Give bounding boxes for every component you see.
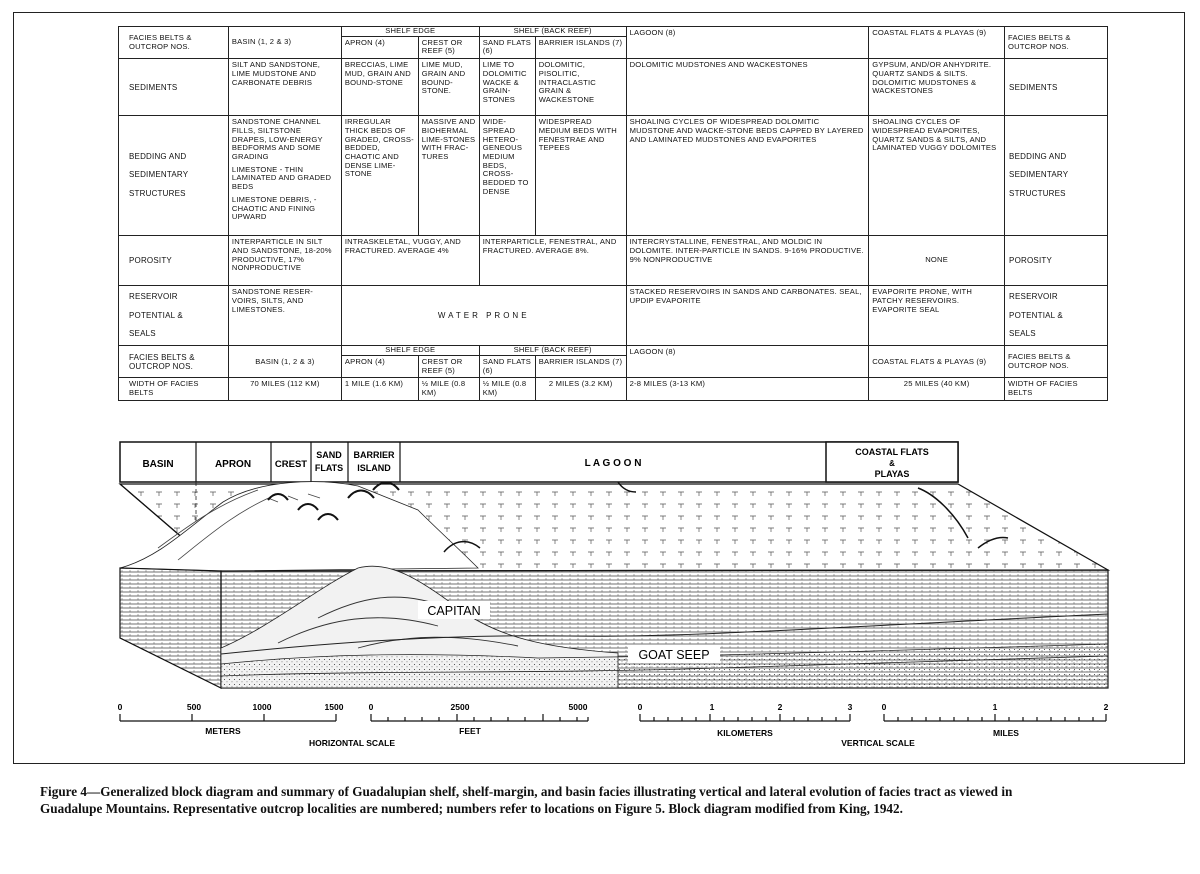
m-tick-1500: 1500 (324, 702, 344, 712)
sediments-row (119, 59, 1108, 116)
capitan-label: CAPITAN (427, 604, 481, 618)
m-tick-500: 500 (186, 702, 202, 712)
kilometers-label: KILOMETERS (717, 728, 773, 738)
crest-footer: CREST OR REEF (5) (418, 356, 479, 378)
bedding-coastal: SHOALING CYCLES OF WIDESPREAD EVAPORITES, QUARTZ SANDS & SILTS, AND LAMINATED VUGGY DOLOMITES (869, 116, 1005, 236)
meters-label: METERS (205, 726, 241, 736)
reservoir-label-right: RESERVOIR POTENTIAL & SEALS (1005, 286, 1108, 346)
facies-belts-footer-right: FACIES BELTS & OUTCROP NOS. (1005, 346, 1108, 378)
miles-label: MILES (993, 728, 1019, 738)
width-lagoon: 2-8 MILES (3-13 KM) (626, 378, 869, 400)
sediments-label: SEDIMENTS (119, 59, 229, 116)
feet-label: FEET (459, 726, 481, 736)
coastal-header: COASTAL FLATS & PLAYAS (9) (869, 27, 1005, 59)
reservoir-water-prone: WATER PRONE (341, 286, 626, 346)
width-apron: 1 MILE (1.6 KM) (341, 378, 418, 400)
sediments-crest: LIME MUD, GRAIN AND BOUND-STONE. (418, 59, 479, 116)
porosity-coastal: NONE (869, 236, 1005, 286)
reservoir-lagoon: STACKED RESERVOIRS IN SANDS AND CARBONATES. SEAL, UPDIP EVAPORITE (626, 286, 869, 346)
bedding-barrier: WIDESPREAD MEDIUM BEDS WITH FENESTRAE AND TEPEES (535, 116, 626, 236)
width-coastal: 25 MILES (40 KM) (869, 378, 1005, 400)
bedding-sand-flats: WIDE-SPREAD HETERO-GENEOUS MEDIUM BEDS, CROSS-BEDDED TO DENSE (479, 116, 535, 236)
facies-summary-table (118, 26, 1108, 401)
belt-playas: PLAYAS (874, 469, 910, 479)
facies-belts-header: FACIES BELTS & OUTCROP NOS. (119, 27, 229, 59)
belt-apron: APRON (214, 459, 252, 470)
shelf-edge-header: SHELF EDGE (341, 27, 479, 37)
basin-header: BASIN (1, 2 & 3) (228, 27, 341, 59)
crest-header: CREST OR REEF (5) (418, 36, 479, 58)
goat-seep-label: GOAT SEEP (638, 648, 710, 662)
bedding-label: BEDDING AND SEDIMENTARY STRUCTURES (119, 116, 229, 236)
belt-crest: CREST (274, 459, 308, 470)
mi-tick-2: 2 (1103, 702, 1109, 712)
sediments-basin: SILT AND SANDSTONE, LIME MUDSTONE AND CARBONATE DEBRIS (228, 59, 341, 116)
belt-flats: FLATS (314, 463, 344, 473)
reservoir-row (119, 286, 1108, 346)
block-diagram (117, 438, 1110, 748)
km-tick-2: 2 (777, 702, 783, 712)
width-sand-flats: ½ MILE (0.8 KM) (479, 378, 535, 400)
vertical-scale-label: VERTICAL SCALE (841, 738, 915, 748)
belt-sand: SAND (316, 450, 342, 460)
coastal-footer: COASTAL FLATS & PLAYAS (9) (869, 346, 1005, 378)
table-footer-top (119, 346, 1108, 356)
basin-footer: BASIN (1, 2 & 3) (228, 346, 341, 378)
km-tick-1: 1 (709, 702, 715, 712)
apron-footer: APRON (4) (341, 356, 418, 378)
sediments-barrier: DOLOMITIC, PISOLITIC, INTRACLASTIC GRAIN & WACKESTONE (535, 59, 626, 116)
sediments-lagoon: DOLOMITIC MUDSTONES AND WACKESTONES (626, 59, 869, 116)
shelf-back-reef-header: SHELF (BACK REEF) (479, 27, 626, 37)
ft-tick-5000: 5000 (568, 702, 588, 712)
sediments-label-right: SEDIMENTS (1005, 59, 1108, 116)
lagoon-footer: LAGOON (8) (626, 346, 869, 378)
mi-tick-1: 1 (992, 702, 998, 712)
sand-flats-header: SAND FLATS (6) (479, 36, 535, 58)
facies-belts-header-right: FACIES BELTS & OUTCROP NOS. (1005, 27, 1108, 59)
table-header-top (119, 27, 1108, 37)
belt-lagoon: L A G O O N (584, 458, 642, 469)
belt-coastal: COASTAL FLATS (855, 447, 929, 457)
porosity-label-right: POROSITY (1005, 236, 1108, 286)
m-tick-1000: 1000 (252, 702, 272, 712)
porosity-shelf-edge: INTRASKELETAL, VUGGY, AND FRACTURED. AVERAGE 4% (341, 236, 479, 286)
km-tick-0: 0 (637, 702, 643, 712)
lagoon-header: LAGOON (8) (626, 27, 869, 59)
caption-line-2: Guadalupe Mountains. Representative outcrop localities are numbered; numbers refer to locations on Figure 5. Block diagram modified from King, 1942. (40, 801, 903, 816)
mi-tick-0: 0 (881, 702, 887, 712)
bedding-apron: IRREGULAR THICK BEDS OF GRADED, CROSS-BEDDED, CHAOTIC AND DENSE LIME-STONE (341, 116, 418, 236)
bedding-basin: SANDSTONE CHANNEL FILLS, SILTSTONE DRAPES, LOW-ENERGY BEDFORMS AND SOME GRADING LIMESTONE - THIN LAMINATED AND GRADED BEDS LIMESTONE DEBRIS, - CHAOTIC AND FINING UPWARD (228, 116, 341, 236)
porosity-lagoon: INTERCRYSTALLINE, FENESTRAL, AND MOLDIC IN DOLOMITE. INTER-PARTICLE IN SANDS. 9-16% PRODUCTIVE. 9% NONPRODUCTIVE (626, 236, 869, 286)
figure-caption (40, 783, 1200, 817)
km-tick-3: 3 (847, 702, 853, 712)
reservoir-label: RESERVOIR POTENTIAL & SEALS (119, 286, 229, 346)
porosity-back-reef: INTERPARTICLE, FENESTRAL, AND FRACTURED. AVERAGE 8%. (479, 236, 626, 286)
belt-barrier: BARRIER (353, 450, 395, 460)
belt-basin: BASIN (142, 459, 174, 470)
width-crest: ½ MILE (0.8 KM) (418, 378, 479, 400)
shelf-back-reef-footer: SHELF (BACK REEF) (479, 346, 626, 356)
belt-island: ISLAND (357, 463, 391, 473)
bedding-label-right: BEDDING AND SEDIMENTARY STRUCTURES (1005, 116, 1108, 236)
reservoir-basin: SANDSTONE RESER-VOIRS, SILTS, AND LIMESTONES. (228, 286, 341, 346)
m-tick-0: 0 (117, 702, 123, 712)
porosity-basin: INTERPARTICLE IN SILT AND SANDSTONE, 18-20% PRODUCTIVE, 17% NONPRODUCTIVE (228, 236, 341, 286)
width-basin: 70 MILES (112 KM) (228, 378, 341, 400)
apron-header: APRON (4) (341, 36, 418, 58)
bedding-crest: MASSIVE AND BIOHERMAL LIME-STONES WITH FRAC-TURES (418, 116, 479, 236)
barrier-footer: BARRIER ISLANDS (7) (535, 356, 626, 378)
sediments-sand-flats: LIME TO DOLOMITIC WACKE & GRAIN-STONES (479, 59, 535, 116)
facies-belts-footer: FACIES BELTS & OUTCROP NOS. (119, 346, 229, 378)
caption-line-1: Figure 4—Generalized block diagram and summary of Guadalupian shelf, shelf-margin, and basin facies illustrating vertical and lateral evolution of facies tract as viewed in (40, 784, 1013, 799)
ft-tick-0: 0 (368, 702, 374, 712)
width-label-right: WIDTH OF FACIES BELTS (1005, 378, 1108, 400)
bedding-lagoon: SHOALING CYCLES OF WIDESPREAD DOLOMITIC MUDSTONE AND WACKE-STONE BEDS CAPPED BY LAYERED AND LAMINATED MUDSTONES AND EVAPORITES (626, 116, 869, 236)
barrier-header: BARRIER ISLANDS (7) (535, 36, 626, 58)
sediments-coastal: GYPSUM, AND/OR ANHYDRITE. QUARTZ SANDS & SILTS. DOLOMITIC MUDSTONES & WACKESTONES (869, 59, 1005, 116)
width-label: WIDTH OF FACIES BELTS (119, 378, 229, 400)
bedding-row (119, 116, 1108, 236)
width-barrier: 2 MILES (3.2 KM) (535, 378, 626, 400)
ft-tick-2500: 2500 (450, 702, 470, 712)
block-top-surface (120, 482, 1108, 688)
shelf-edge-footer: SHELF EDGE (341, 346, 479, 356)
sediments-apron: BRECCIAS, LIME MUD, GRAIN AND BOUND-STONE (341, 59, 418, 116)
reservoir-coastal: EVAPORITE PRONE, WITH PATCHY RESERVOIRS. EVAPORITE SEAL (869, 286, 1005, 346)
belt-ampersand: & (889, 459, 895, 468)
porosity-label: POROSITY (119, 236, 229, 286)
horizontal-scale-label: HORIZONTAL SCALE (308, 738, 396, 748)
sand-flats-footer: SAND FLATS (6) (479, 356, 535, 378)
porosity-row (119, 236, 1108, 286)
width-row (119, 378, 1108, 400)
